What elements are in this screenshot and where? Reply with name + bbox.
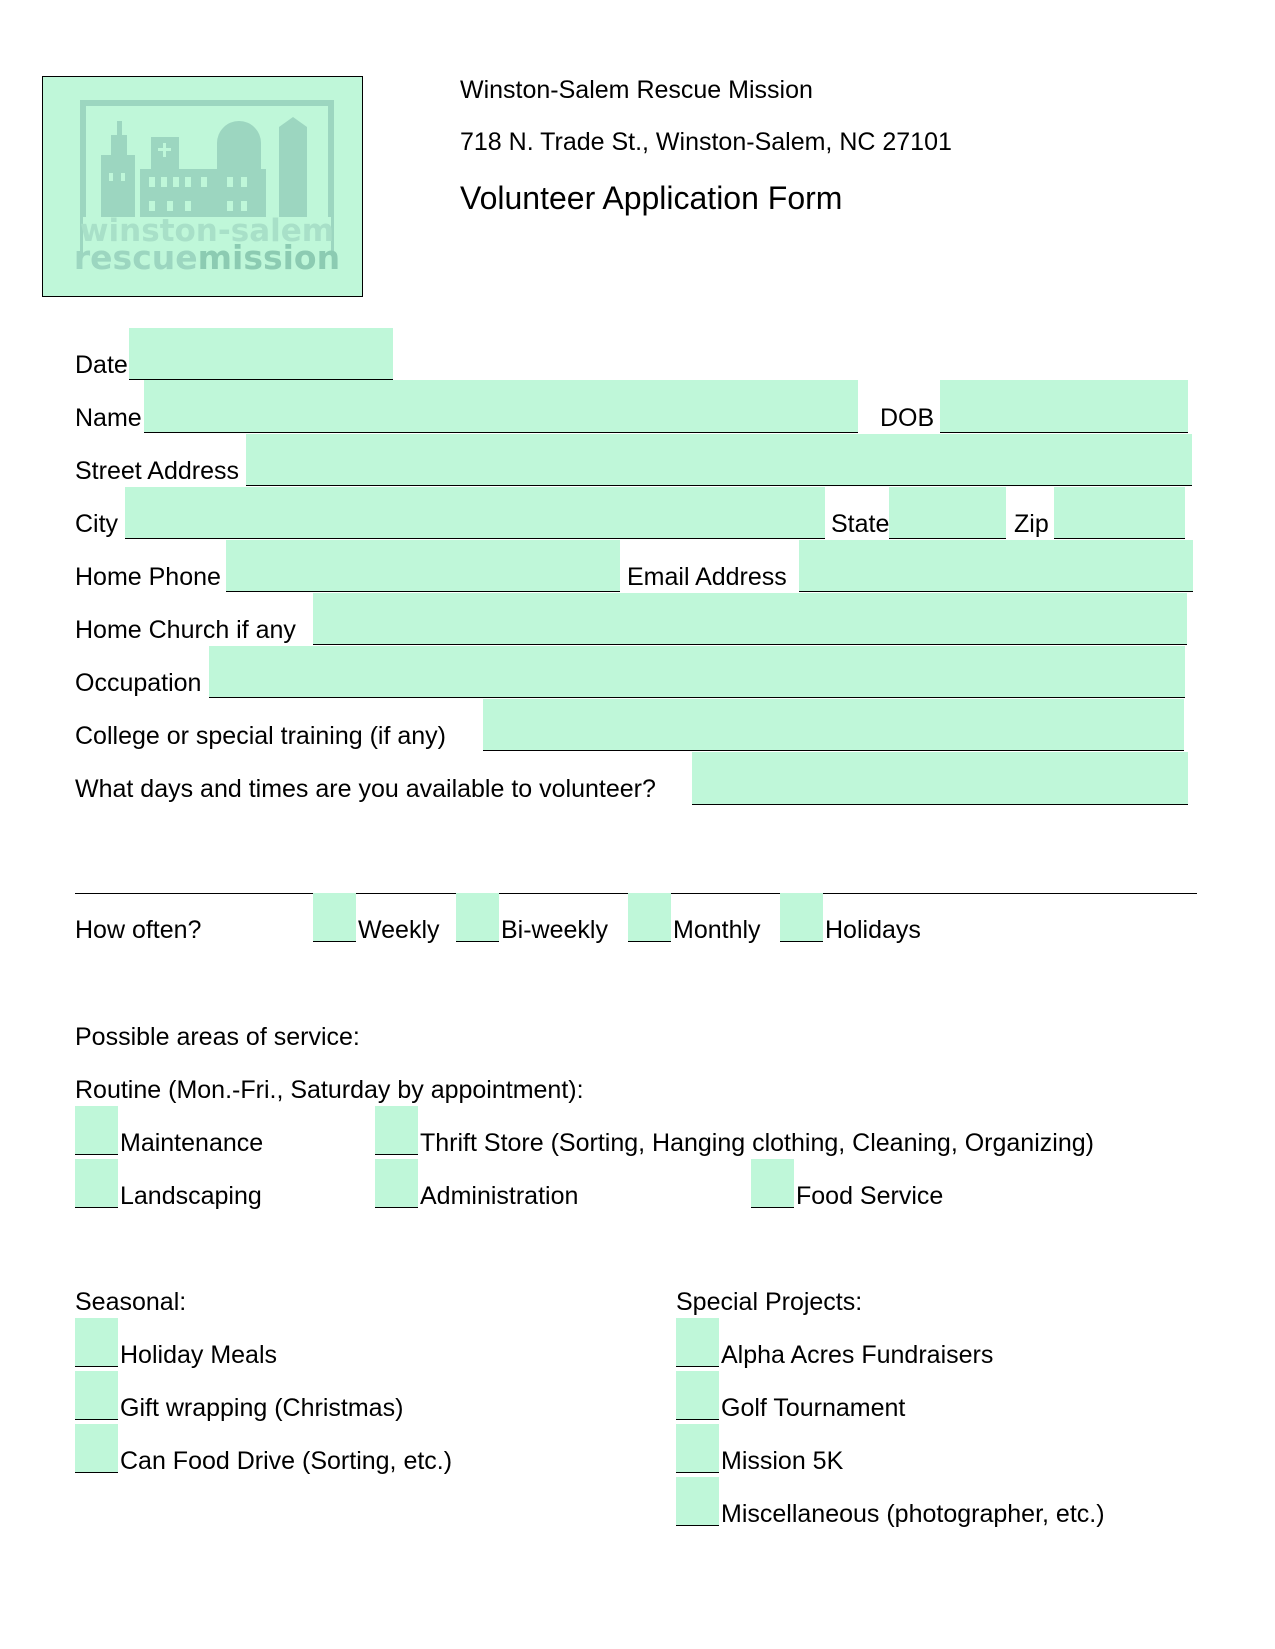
college-label: College or special training (if any): [75, 722, 447, 750]
special-projects-heading: Special Projects:: [676, 1288, 863, 1316]
home-church-label: Home Church if any: [75, 616, 296, 644]
logo-frame: [42, 76, 363, 297]
name-label: Name: [75, 404, 142, 432]
alpha-acres-label: Alpha Acres Fundraisers: [721, 1341, 994, 1369]
can-food-drive-checkbox[interactable]: [75, 1424, 118, 1473]
city-field[interactable]: [125, 487, 825, 539]
miscellaneous-checkbox[interactable]: [676, 1477, 719, 1526]
mission-5k-label: Mission 5K: [721, 1447, 844, 1475]
form-title: Volunteer Application Form: [460, 180, 843, 216]
holidays-label: Holidays: [825, 916, 921, 944]
dob-field[interactable]: [940, 380, 1188, 433]
svg-text:winston-salem: winston-salem: [79, 213, 335, 249]
weekly-checkbox[interactable]: [313, 893, 356, 942]
food-service-checkbox[interactable]: [751, 1159, 794, 1208]
administration-checkbox[interactable]: [375, 1159, 418, 1208]
availability-label: What days and times are you available to volunteer?: [75, 775, 656, 803]
occupation-field[interactable]: [209, 646, 1185, 698]
occupation-label: Occupation: [75, 669, 202, 697]
rescue-mission-logo: [43, 77, 361, 295]
golf-tournament-checkbox[interactable]: [676, 1371, 719, 1420]
name-field[interactable]: [144, 380, 858, 433]
can-food-drive-label: Can Food Drive (Sorting, etc.): [120, 1447, 453, 1475]
home-church-field[interactable]: [313, 593, 1187, 645]
date-field[interactable]: [129, 328, 393, 380]
dob-label: DOB: [880, 404, 935, 432]
zip-label: Zip: [1014, 510, 1049, 538]
holiday-meals-checkbox[interactable]: [75, 1318, 118, 1367]
miscellaneous-label: Miscellaneous (photographer, etc.): [721, 1500, 1105, 1528]
service-heading: Possible areas of service:: [75, 1023, 360, 1051]
home-phone-field[interactable]: [226, 540, 620, 592]
alpha-acres-checkbox[interactable]: [676, 1318, 719, 1367]
zip-field[interactable]: [1054, 487, 1185, 539]
administration-label: Administration: [420, 1182, 579, 1210]
home-phone-label: Home Phone: [75, 563, 221, 591]
monthly-label: Monthly: [673, 916, 761, 944]
state-field[interactable]: [889, 487, 1006, 539]
landscaping-checkbox[interactable]: [75, 1159, 118, 1208]
weekly-label: Weekly: [358, 916, 440, 944]
availability-field[interactable]: [692, 752, 1188, 805]
maintenance-label: Maintenance: [120, 1129, 264, 1157]
thrift-store-label: Thrift Store (Sorting, Hanging clothing, Cleaning, Organizing): [420, 1129, 1094, 1157]
org-address: 718 N. Trade St., Winston-Salem, NC 27101: [460, 128, 952, 156]
street-field[interactable]: [246, 434, 1192, 486]
street-label: Street Address: [75, 457, 239, 485]
routine-heading: Routine (Mon.-Fri., Saturday by appointment):: [75, 1076, 584, 1104]
holiday-meals-label: Holiday Meals: [120, 1341, 278, 1369]
date-label: Date: [75, 351, 128, 379]
holidays-checkbox[interactable]: [780, 893, 823, 942]
org-name: Winston-Salem Rescue Mission: [460, 76, 813, 104]
gift-wrapping-label: Gift wrapping (Christmas): [120, 1394, 404, 1422]
how-often-label: How often?: [75, 916, 202, 944]
biweekly-checkbox[interactable]: [456, 893, 499, 942]
gift-wrapping-checkbox[interactable]: [75, 1371, 118, 1420]
monthly-checkbox[interactable]: [628, 893, 671, 942]
food-service-label: Food Service: [796, 1182, 944, 1210]
golf-tournament-label: Golf Tournament: [721, 1394, 906, 1422]
svg-text:rescuemission: rescuemission: [73, 238, 341, 277]
email-field[interactable]: [799, 540, 1193, 592]
state-label: State: [831, 510, 890, 538]
college-field[interactable]: [483, 699, 1184, 751]
maintenance-checkbox[interactable]: [75, 1106, 118, 1155]
thrift-store-checkbox[interactable]: [375, 1106, 418, 1155]
seasonal-heading: Seasonal:: [75, 1288, 187, 1316]
mission-5k-checkbox[interactable]: [676, 1424, 719, 1473]
biweekly-label: Bi-weekly: [501, 916, 608, 944]
email-label: Email Address: [627, 563, 787, 591]
landscaping-label: Landscaping: [120, 1182, 262, 1210]
city-label: City: [75, 510, 119, 538]
